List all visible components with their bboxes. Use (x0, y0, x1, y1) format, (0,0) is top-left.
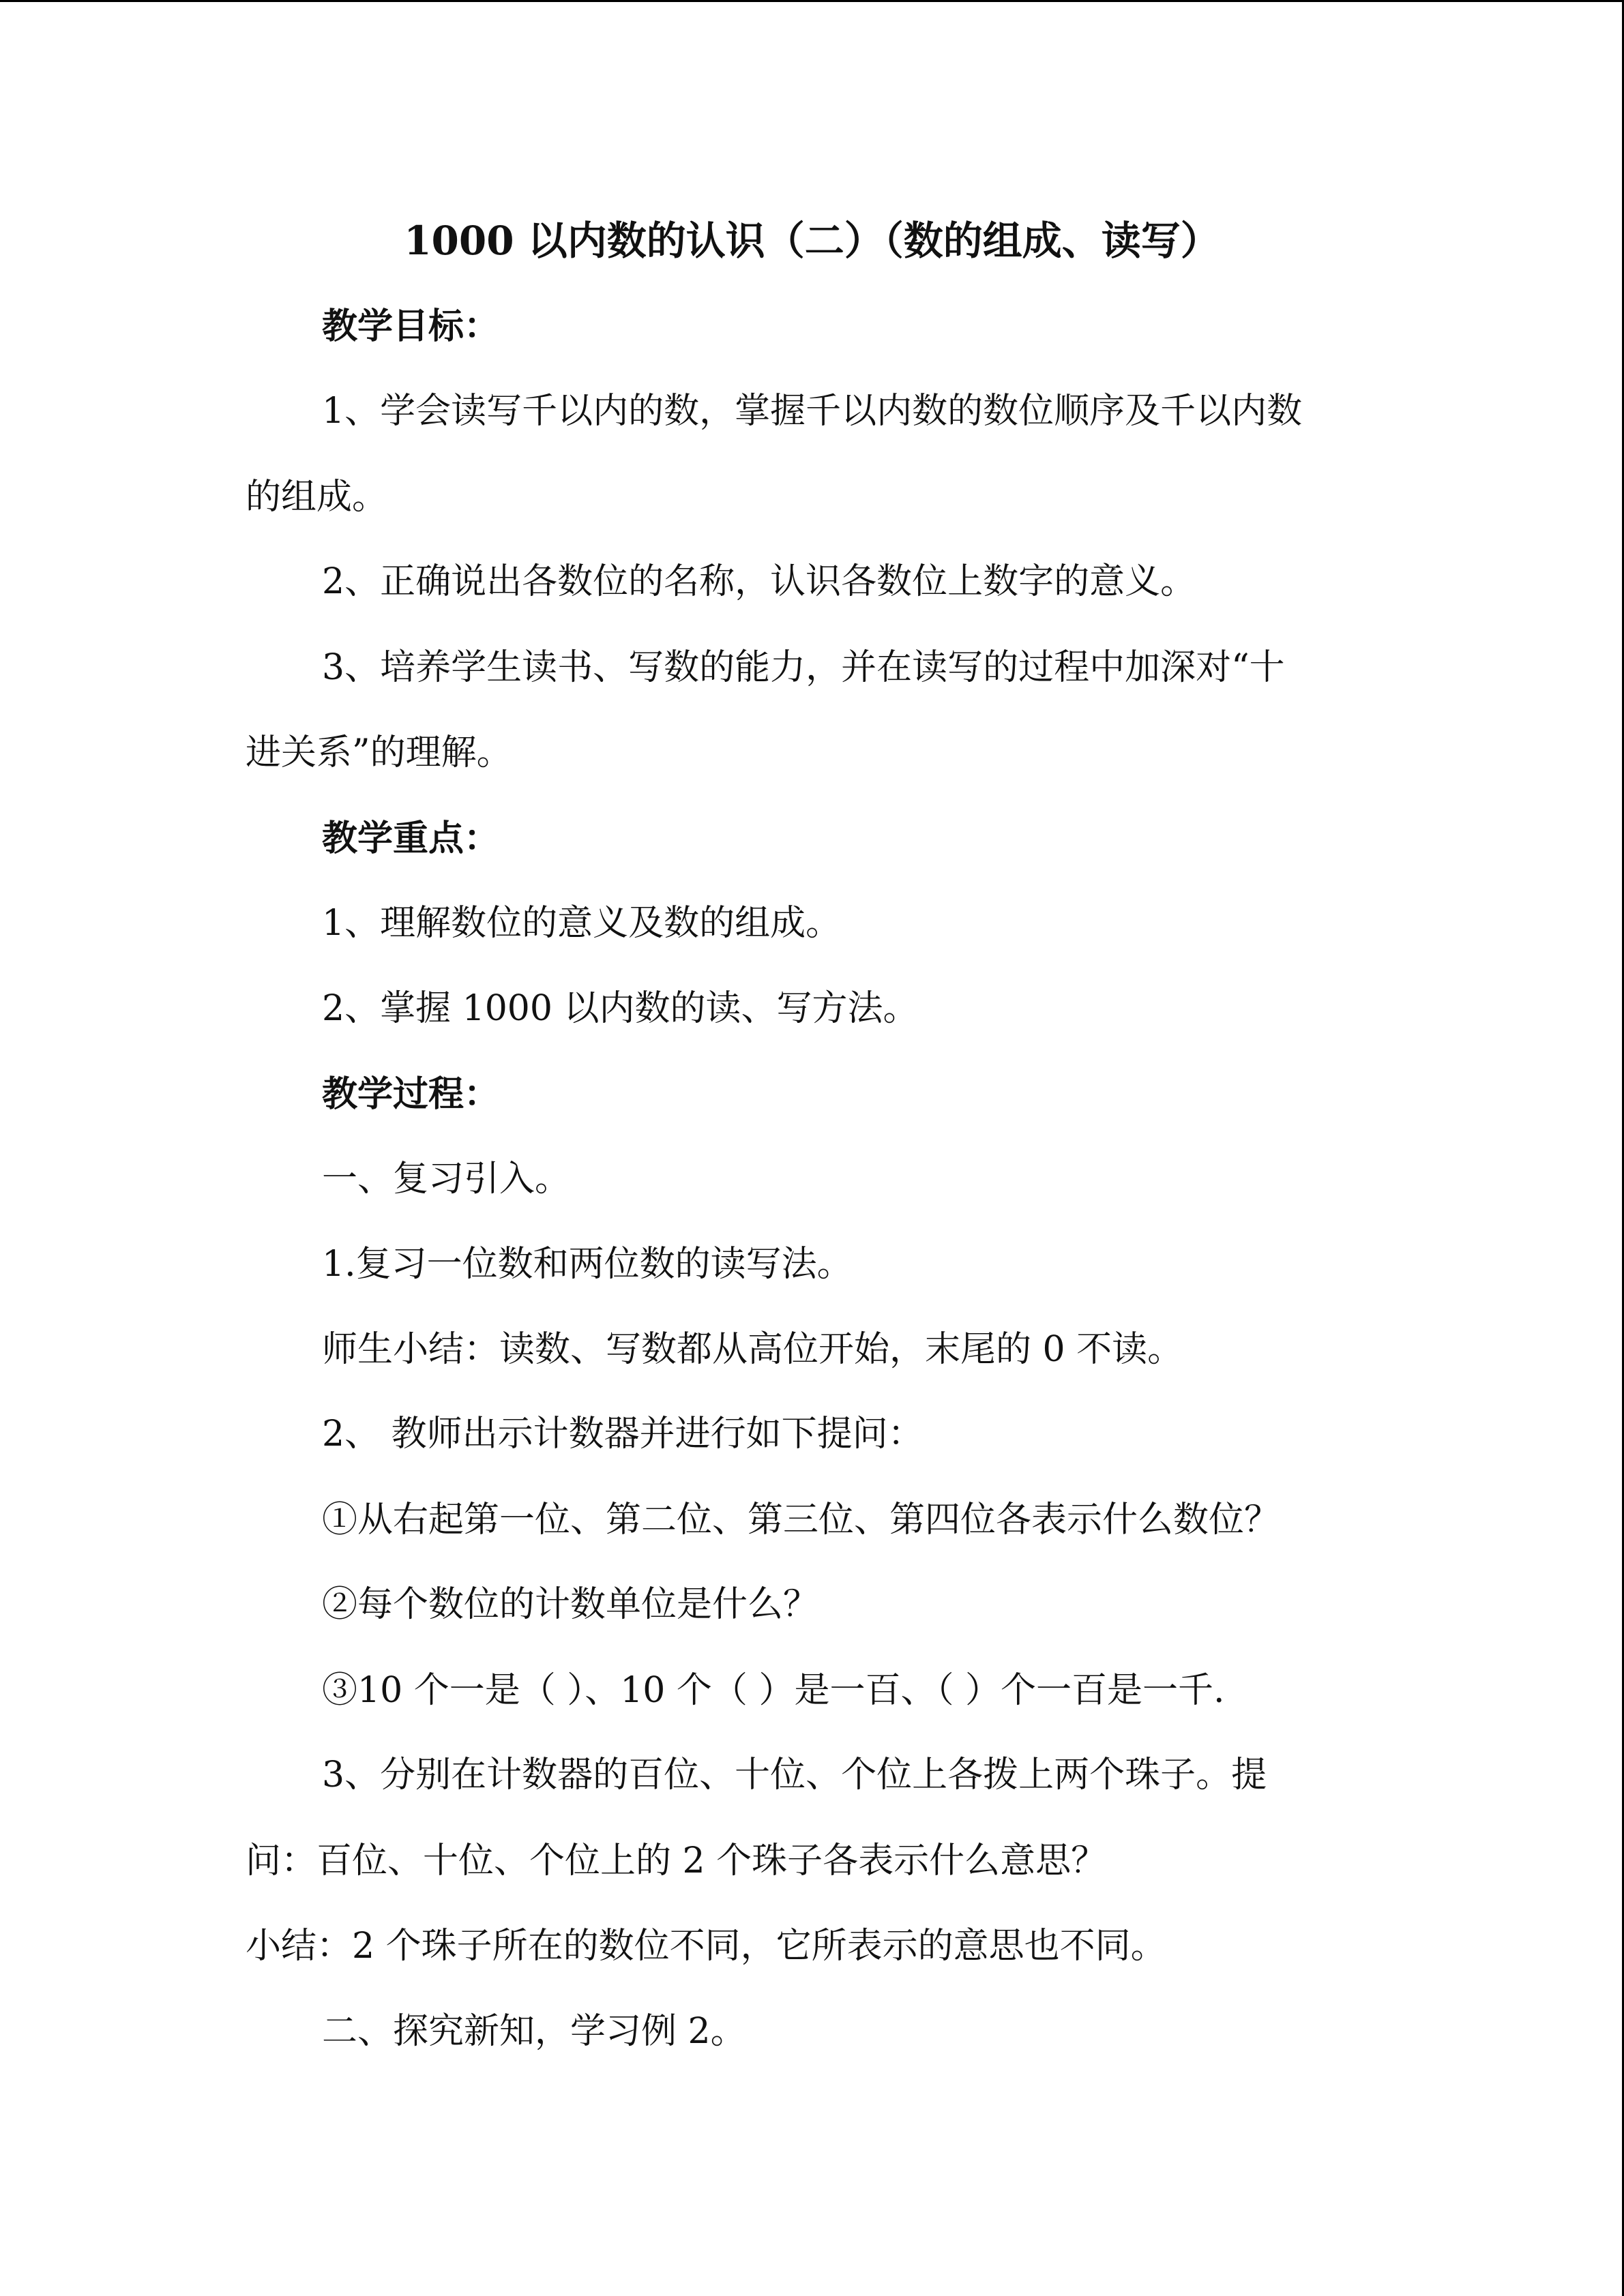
goal-2: 2、正确说出各数位的名称，认识各数位上数字的意义。 (322, 561, 1196, 602)
document-title: 1000 以内数的认识（二）（数的组成、读写） (404, 218, 1220, 264)
question-2: ②每个数位的计数单位是什么？ (322, 1584, 819, 1625)
question-1: ①从右起第一位、第二位、第三位、第四位各表示什么数位？ (322, 1500, 1280, 1540)
section-1-title: 一、复习引入。 (322, 1159, 571, 1199)
review-item-2: 2、 教师出示计数器并进行如下提问： (322, 1414, 924, 1455)
heading-teaching-process: 教学过程： (322, 1073, 500, 1115)
goal-3-line-2: 进关系”的理解。 (246, 732, 512, 773)
section-2-title: 二、探究新知，学习例 2。 (322, 2011, 746, 2052)
question-3: ③10 个一是（ ）、10 个（ ）是一百、（ ）个一百是一千. (322, 1670, 1225, 1711)
key-point-2: 2、掌握 1000 以内数的读、写方法。 (322, 988, 919, 1029)
key-point-1: 1、理解数位的意义及数的组成。 (322, 903, 842, 944)
heading-teaching-goals: 教学目标： (322, 305, 500, 347)
review-item-1: 1.复习一位数和两位数的读写法。 (322, 1244, 853, 1285)
heading-key-points: 教学重点： (322, 818, 500, 859)
goal-3-line-1: 3、培养学生读书、写数的能力，并在读写的过程中加深对“十 (322, 647, 1285, 688)
review-item-3-line-1: 3、分别在计数器的百位、十位、个位上各拨上两个珠子。提 (322, 1755, 1267, 1795)
summary-reading-writing: 师生小结：读数、写数都从高位开始，末尾的 0 不读。 (322, 1329, 1183, 1370)
summary-beads: 小结：2 个珠子所在的数位不同，它所表示的意思也不同。 (246, 1926, 1166, 1967)
goal-1-line-1: 1、学会读写千以内的数，掌握千以内数的数位顺序及千以内数 (322, 391, 1303, 432)
goal-1-line-2: 的组成。 (246, 477, 388, 518)
review-item-3-line-2: 问：百位、十位、个位上的 2 个珠子各表示什么意思？ (246, 1840, 1107, 1881)
